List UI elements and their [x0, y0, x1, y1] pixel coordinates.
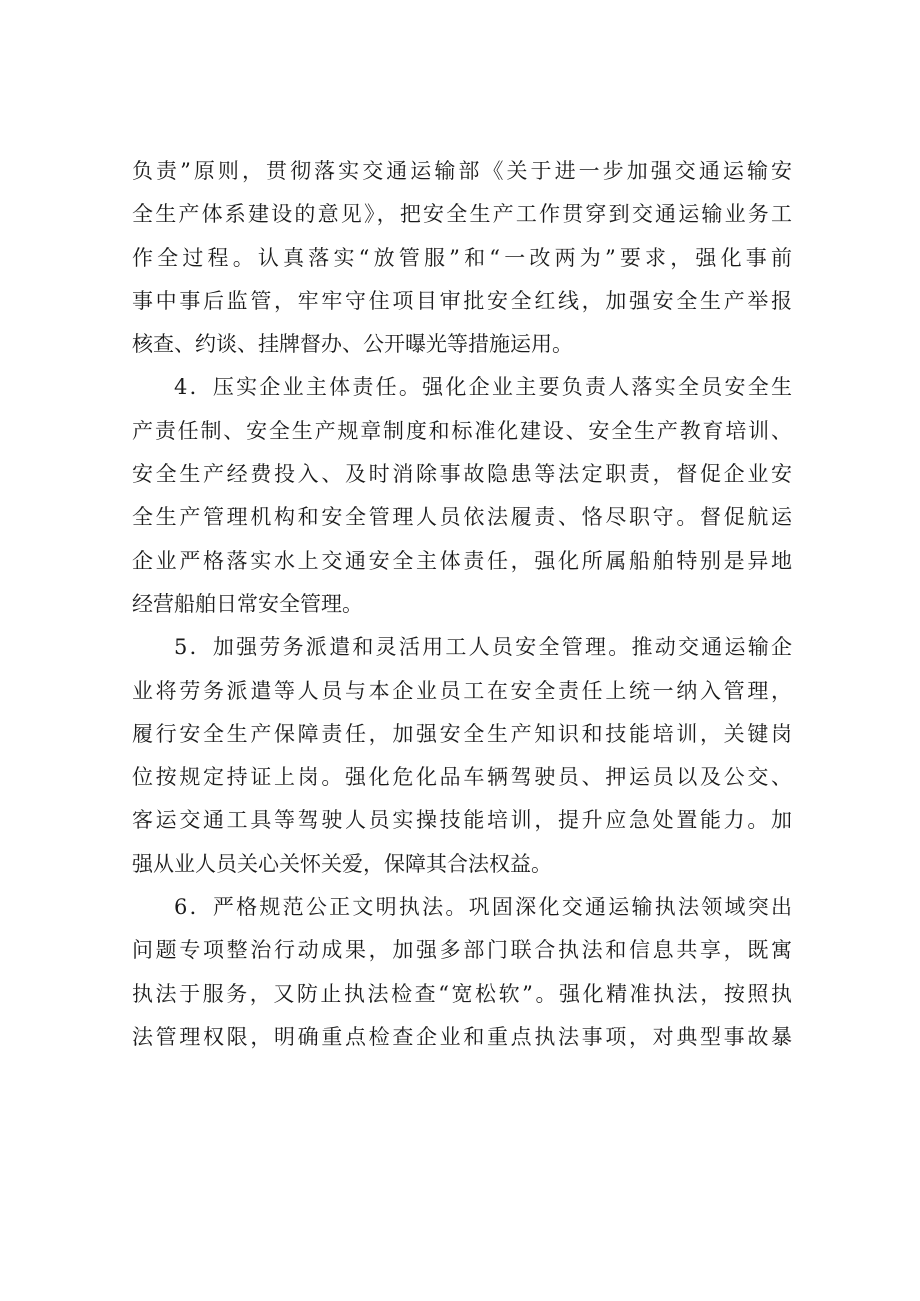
text-line: 事中事后监管，牢牢守住项目审批安全红线，加强安全生产举报 — [132, 288, 792, 313]
text-line: 全生产管理机构和安全管理人员依法履责、恪尽职守。督促航运 — [132, 505, 792, 530]
text-line: 执法于服务，又防止执法检查“宽松软”。强化精准执法，按照执 — [132, 981, 792, 1006]
text-line: 负责”原则，贯彻落实交通运输部《关于进一步加强交通运输安 — [132, 159, 792, 183]
text-line: 强从业人员关心关怀关爱，保障其合法权益。 — [132, 851, 552, 876]
text-line: 全生产体系建设的意见》，把安全生产工作贯穿到交通运输业务工 — [132, 202, 792, 227]
paragraph-first-line: 6．严格规范公正文明执法。巩固深化交通运输执法领域突出 — [174, 895, 792, 920]
text-line: 核查、约谈、挂牌督办、公开曝光等措施运用。 — [132, 332, 573, 357]
document-body — [132, 150, 792, 1059]
text-line: 履行安全生产保障责任，加强安全生产知识和技能培训，关键岗 — [132, 721, 792, 746]
text-line: 问题专项整治行动成果，加强多部门联合执法和信息共享，既寓 — [132, 938, 792, 963]
paragraph-first-line: 4．压实企业主体责任。强化企业主要负责人落实全员安全生 — [174, 375, 792, 400]
text-line: 企业严格落实水上交通安全主体责任，强化所属船舶特别是异地 — [132, 548, 792, 573]
paragraph-first-line: 5．加强劳务派遣和灵活用工人员安全管理。推动交通运输企 — [174, 635, 792, 660]
text-line: 安全生产经费投入、及时消除事故隐患等法定职责，督促企业安 — [132, 462, 792, 487]
text-line: 经营船舶日常安全管理。 — [132, 591, 363, 616]
text-line: 位按规定持证上岗。强化危化品车辆驾驶员、押运员以及公交、 — [132, 765, 792, 790]
text-line: 作全过程。认真落实“放管服”和“一改两为”要求，强化事前 — [132, 245, 792, 270]
text-line: 业将劳务派遣等人员与本企业员工在安全责任上统一纳入管理， — [132, 678, 792, 703]
text-line: 法管理权限，明确重点检查企业和重点执法事项，对典型事故暴 — [132, 1024, 792, 1049]
text-line: 产责任制、安全生产规章制度和标准化建设、安全生产教育培训、 — [132, 418, 792, 443]
text-line: 客运交通工具等驾驶人员实操技能培训，提升应急处置能力。加 — [132, 808, 792, 833]
